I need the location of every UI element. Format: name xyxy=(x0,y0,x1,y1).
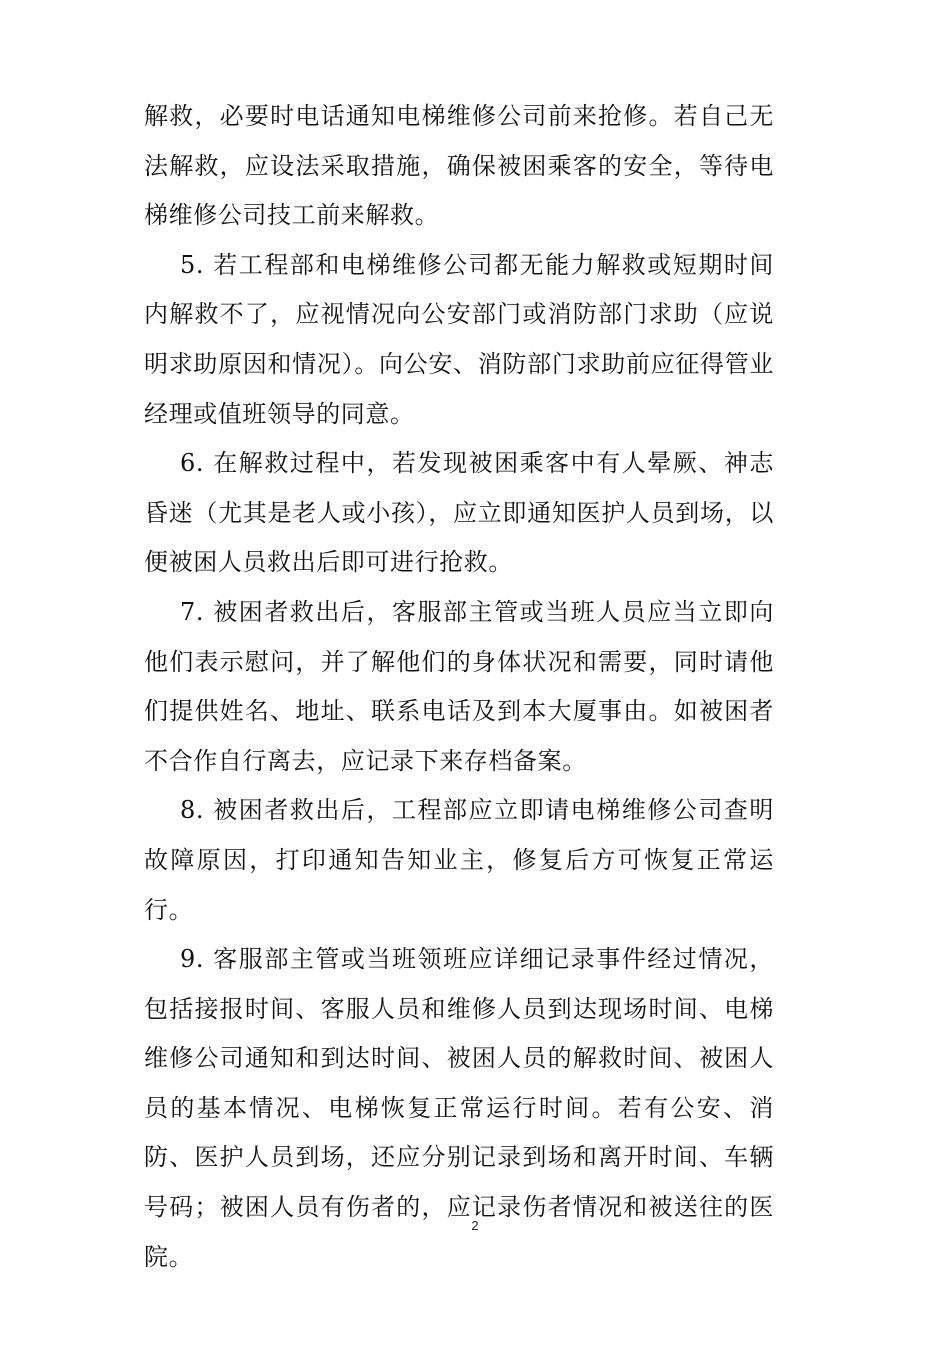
paragraph-item-7: 7. 被困者救出后，客服部主管或当班人员应当立即向他们表示慰问，并了解他们的身体状况和需要，同时请他们提供姓名、地址、联系电话及到本大厦事由。如被困者不合作自行离去，应记录下来存档备案。 xyxy=(144,597,774,775)
paragraph-item-6: 6. 在解救过程中，若发现被困乘客中有人晕厥、神志昏迷（尤其是老人或小孩），应立即通知医护人员到场，以便被困人员救出后即可进行抢救。 xyxy=(144,449,774,577)
page-number: 2 xyxy=(471,1218,479,1233)
paragraph-item-8: 8. 被困者救出后，工程部应立即请电梯维修公司查明故障原因，打印通知告知业主，修复后方可恢复正常运行。 xyxy=(144,796,774,924)
paragraph-continuation: 解救，必要时电话通知电梯维修公司前来抢修。若自己无法解救，应设法采取措施，确保被困乘客的安全，等待电梯维修公司技工前来解救。 xyxy=(144,102,774,230)
document-body xyxy=(144,92,774,1282)
paragraph-item-5: 5. 若工程部和电梯维修公司都无能力解救或短期时间内解救不了，应视情况向公安部门或消防部门求助（应说明求助原因和情况）。向公安、消防部门求助前应征得管业经理或值班领导的同意。 xyxy=(144,250,774,428)
paragraph-item-9: 9. 客服部主管或当班领班应详细记录事件经过情况，包括接报时间、客服人员和维修人员到达现场时间、电梯维修公司通知和到达时间、被困人员的解救时间、被困人员的基本情况、电梯恢复正常运行时间。若有公安、消防、医护人员到场，还应分别记录到场和离开时间、车辆号码；被困人员有伤者的，应记录伤者情况和被送往的医院。 xyxy=(144,945,774,1271)
